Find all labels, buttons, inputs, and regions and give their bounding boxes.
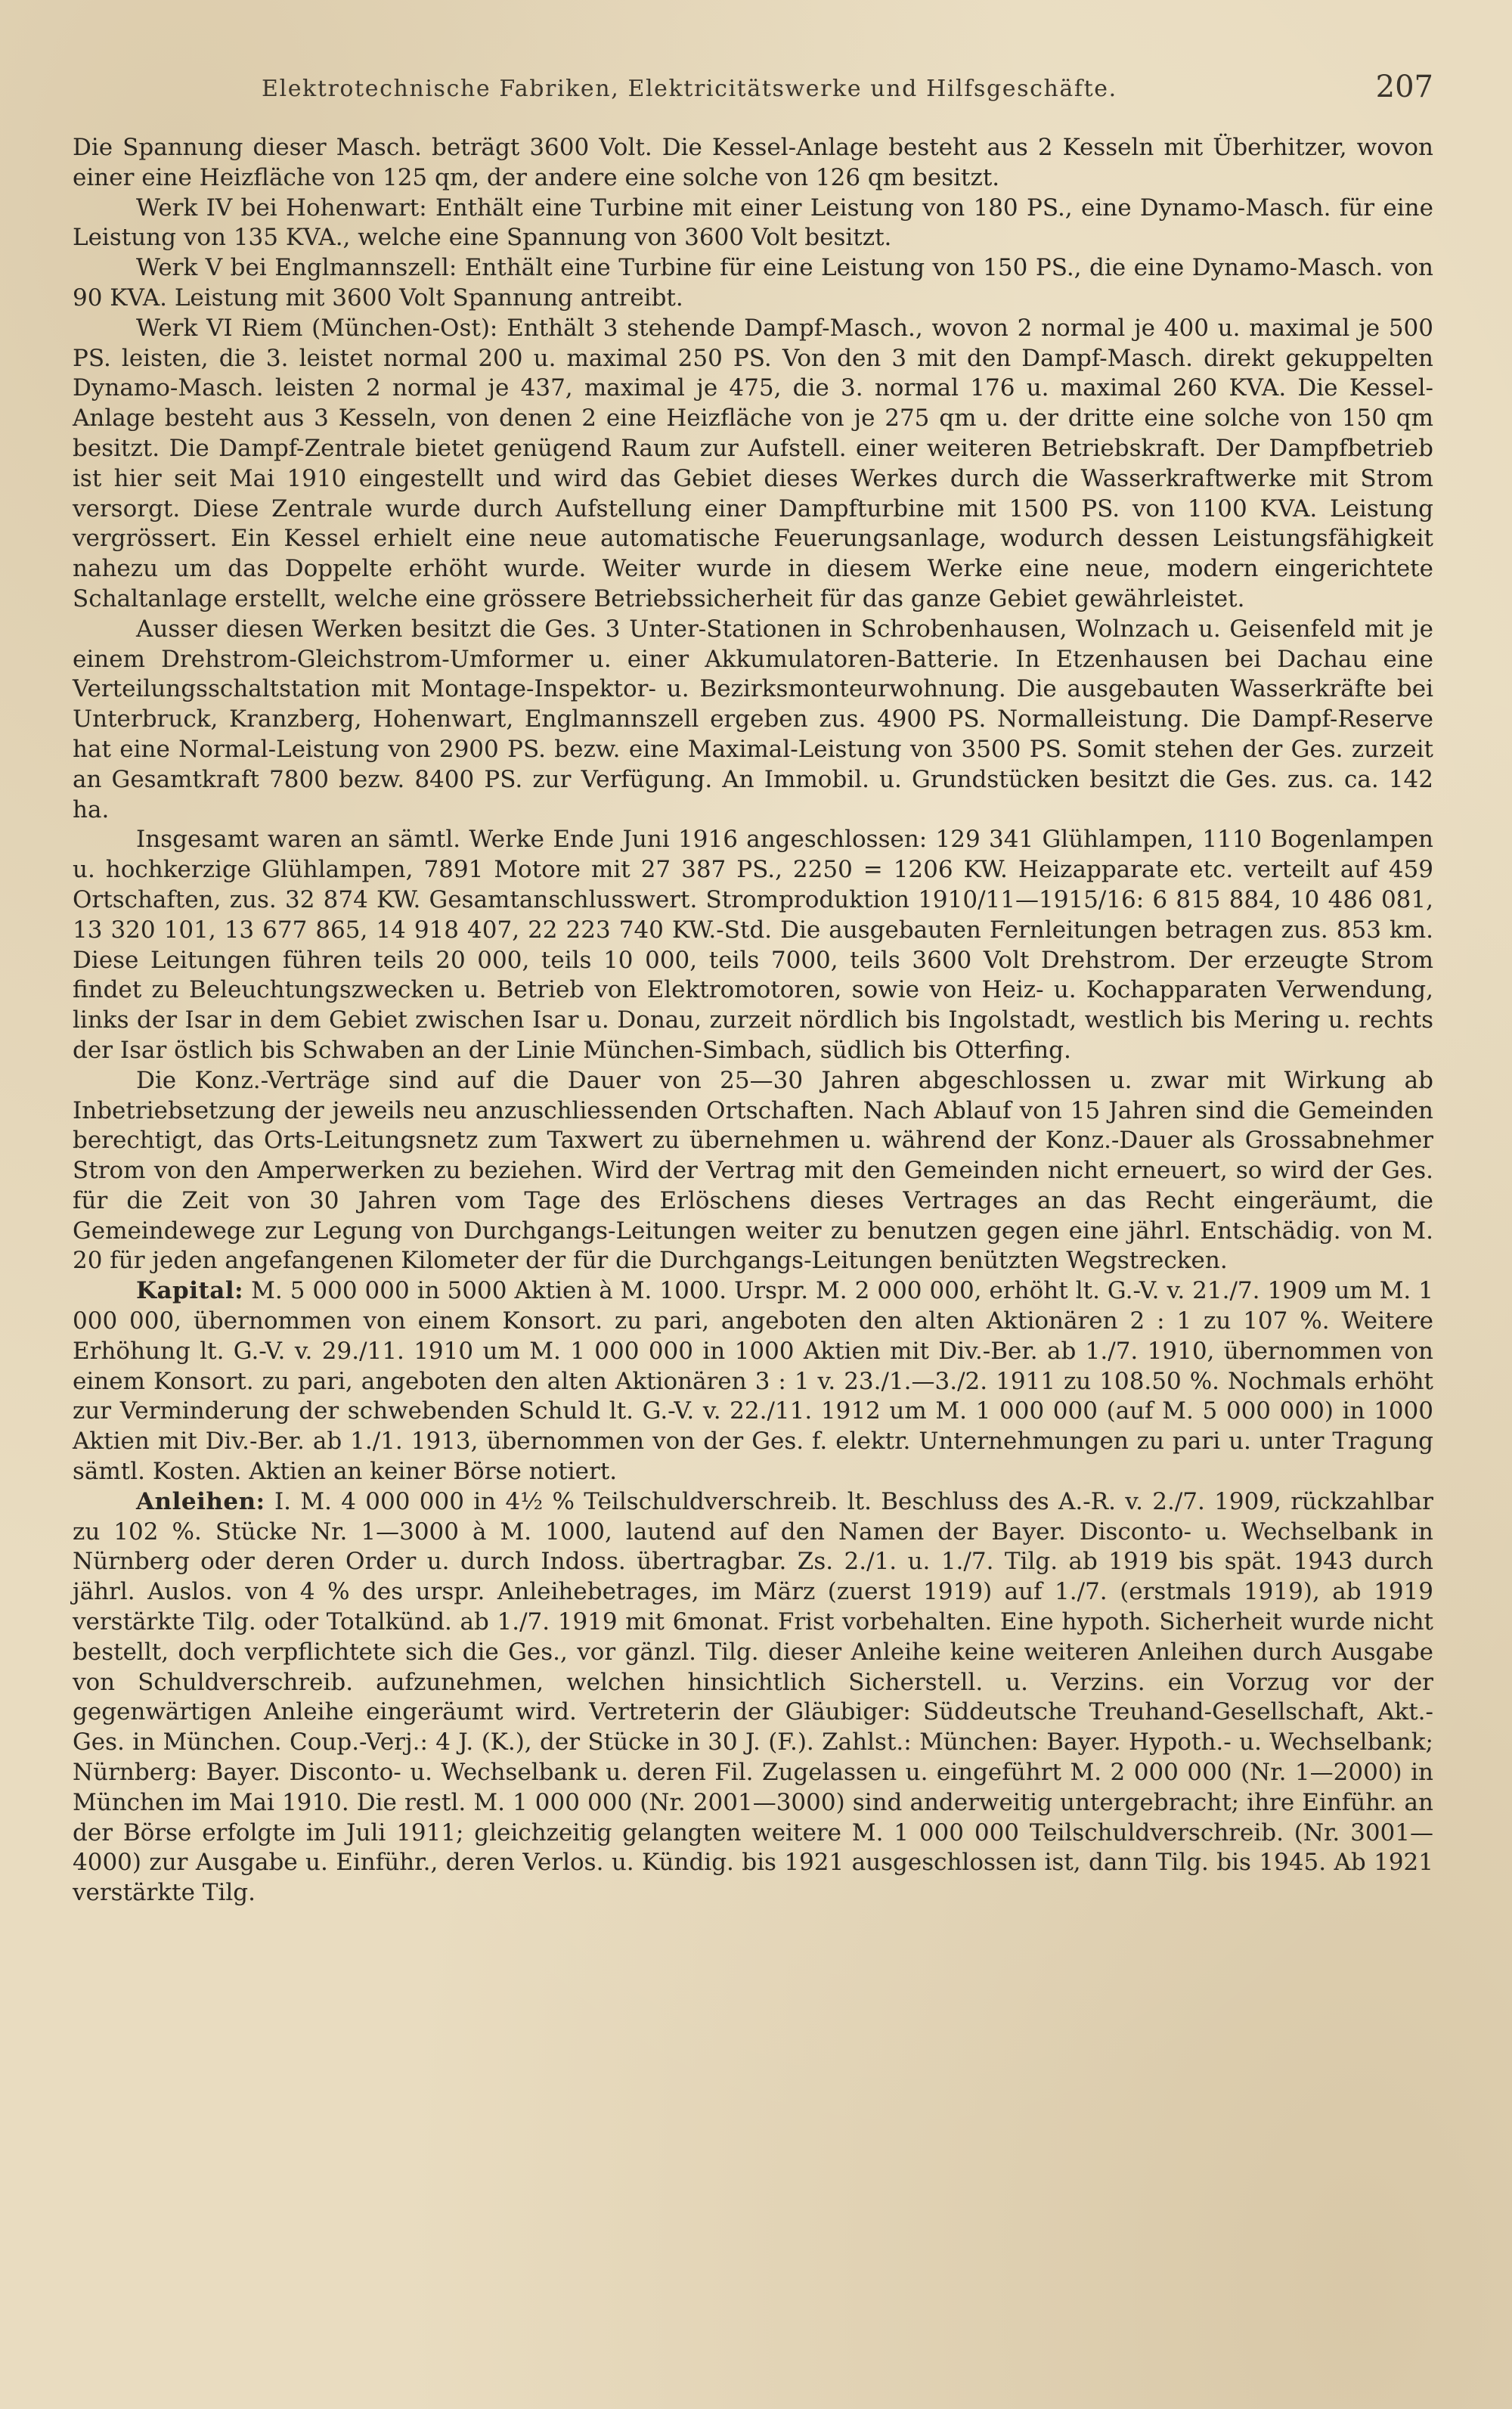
section-heading: Anleihen: (136, 1487, 265, 1515)
section-heading: Kapital: (136, 1277, 244, 1305)
page-number: 207 (1375, 70, 1433, 104)
paragraph: Werk VI Riem (München-Ost): Enthält 3 stehende Dampf-Masch., wovon 2 normal je 400 u. maximal je 500 PS. leisten, die 3. leistet normal 200 u. maximal 250 PS. Von den 3 mit den Dampf-Masch. direkt gekuppelten Dynamo-Masch. leisten 2 normal je 437, maximal je 475, die 3. normal 176 u. maximal 260 KVA. Die Kessel-Anlage besteht aus 3 Kesseln, von denen 2 eine Heizfläche von je 275 qm u. der dritte eine solche von 150 qm besitzt. Die Dampf-Zentrale bietet genügend Raum zur Aufstell. einer weiteren Betriebskraft. Der Dampfbetrieb ist hier seit Mai 1910 eingestellt und wird das Gebiet dieses Werkes durch die Wasserkraftwerke mit Strom versorgt. Diese Zentrale wurde durch Aufstellung einer Dampfturbine mit 1500 PS. von 1100 KVA. Leistung vergrössert. Ein Kessel erhielt eine neue automatische Feuerungsanlage, wodurch dessen Leistungsfähigkeit nahezu um das Doppelte erhöht wurde. Weiter wurde in diesem Werke eine neue, modern eingerichtete Schaltanlage erstellt, welche eine grössere Betriebssicherheit für das ganze Gebiet gewährleistet. (73, 314, 1433, 612)
paragraph: Werk V bei Englmannszell: Enthält eine Turbine für eine Leistung von 150 PS., die eine Dynamo-Masch. von 90 KVA. Leistung mit 3600 Volt Spannung antreibt. (73, 254, 1433, 312)
paragraph: Werk IV bei Hohenwart: Enthält eine Turbine mit einer Leistung von 180 PS., eine Dynamo-Masch. für eine Leistung von 135 KVA., welche eine Spannung von 3600 Volt besitzt. (73, 194, 1433, 252)
paragraph: Ausser diesen Werken besitzt die Ges. 3 Unter-Stationen in Schrobenhausen, Wolnzach u. Geisenfeld mit je einem Drehstrom-Gleichstrom-Umformer u. einer Akkumulatoren-Batterie. In Etzenhausen bei Dachau eine Verteilungsschaltstation mit Montage-Inspektor- u. Bezirksmonteurwohnung. Die ausgebauten Wasserkräfte bei Unterbruck, Kranzberg, Hohenwart, Englmannszell ergeben zus. 4900 PS. Normalleistung. Die Dampf-Reserve hat eine Normal-Leistung von 2900 PS. bezw. eine Maximal-Leistung von 3500 PS. Somit stehen der Ges. zurzeit an Gesamtkraft 7800 bezw. 8400 PS. zur Verfügung. An Immobil. u. Grundstücken besitzt die Ges. zus. ca. 142 ha. (73, 615, 1433, 823)
section-anleihen (73, 1487, 1433, 1908)
paragraph: Die Spannung dieser Masch. beträgt 3600 Volt. Die Kessel-Anlage besteht aus 2 Kesseln mit Überhitzer, wovon einer eine Heizfläche von 125 qm, der andere eine solche von 126 qm besitzt. (73, 134, 1433, 191)
paragraph: Insgesamt waren an sämtl. Werke Ende Juni 1916 angeschlossen: 129 341 Glühlampen, 1110 Bogenlampen u. hochkerzige Glühlampen, 7891 Motore mit 27 387 PS., 2250 = 1206 KW. Heizapparate etc. verteilt auf 459 Ortschaften, zus. 32 874 KW. Gesamtanschlusswert. Stromproduktion 1910/11—1915/16: 6 815 884, 10 486 081, 13 320 101, 13 677 865, 14 918 407, 22 223 740 KW.-Std. Die ausgebauten Fernleitungen betragen zus. 853 km. Diese Leitungen führen teils 20 000, teils 10 000, teils 7000, teils 3600 Volt Drehstrom. Der erzeugte Strom findet zu Beleuchtungszwecken u. Betrieb von Elektromotoren, sowie von Heiz- u. Kochapparaten Verwendung, links der Isar in dem Gebiet zwischen Isar u. Donau, zurzeit nördlich bis Ingolstadt, westlich bis Mering u. rechts der Isar östlich bis Schwaben an der Linie München-Simbach, südlich bis Otterfing. (73, 826, 1433, 1064)
document-page (73, 70, 1434, 1908)
section-text: I. M. 4 000 000 in 4½ % Teilschuldverschreib. lt. Beschluss des A.-R. v. 2./7. 1909, rückzahlbar zu 102 %. Stücke Nr. 1—3000 à M. 1000, lautend auf den Namen der Bayer. Disconto- u. Wechselbank in Nürnberg oder deren Order u. durch Indoss. übertragbar. Zs. 2./1. u. 1./7. Tilg. ab 1919 bis spät. 1943 durch jährl. Auslos. von 4 % des urspr. Anleihebetrages, im März (zuerst 1919) auf 1./7. (erstmals 1919), ab 1919 verstärkte Tilg. oder Totalkünd. ab 1./7. 1919 mit 6monat. Frist vorbehalten. Eine hypoth. Sicherheit wurde nicht bestellt, doch verpflichtete sich die Ges., vor gänzl. Tilg. dieser Anleihe keine weiteren Anleihen durch Ausgabe von Schuldverschreib. aufzunehmen, welchen hinsichtlich Sicherstell. u. Verzins. ein Vorzug vor der gegenwärtigen Anleihe eingeräumt wird. Vertreterin der Gläubiger: Süddeutsche Treuhand-Gesellschaft, Akt.-Ges. in München. Coup.-Verj.: 4 J. (K.), der Stücke in 30 J. (F.). Zahlst.: München: Bayer. Hypoth.- u. Wechselbank; Nürnberg: Bayer. Disconto- u. Wechselbank u. deren Fil. Zugelassen u. eingeführt M. 2 000 000 (Nr. 1—2000) in München im Mai 1910. Die restl. M. 1 000 000 (Nr. 2001—3000) sind anderweitig untergebracht; ihre Einführ. an der Börse erfolgte im Juli 1911; gleichzeitig gelangten weitere M. 1 000 000 Teilschuldverschreib. (Nr. 3001—4000) zur Ausgabe u. Einführ., deren Verlos. u. Kündig. bis 1921 ausgeschlossen ist, dann Tilg. bis 1945. Ab 1921 verstärkte Tilg. (73, 1487, 1433, 1907)
section-kapital (73, 1276, 1433, 1487)
running-header (73, 70, 1433, 118)
body-text (73, 133, 1433, 1908)
section-text: M. 5 000 000 in 5000 Aktien à M. 1000. Urspr. M. 2 000 000, erhöht lt. G.-V. v. 21./7. 1909 um M. 1 000 000, übernommen von einem Konsort. zu pari, angeboten den alten Aktionären 2 : 1 zu 107 %. Weitere Erhöhung lt. G.-V. v. 29./11. 1910 um M. 1 000 000 in 1000 Aktien mit Div.-Ber. ab 1./7. 1910, übernommen von einem Konsort. zu pari, angeboten den alten Aktionären 3 : 1 v. 23./1.—3./2. 1911 zu 108.50 %. Nochmals erhöht zur Verminderung der schwebenden Schuld lt. G.-V. v. 22./11. 1912 um M. 1 000 000 (auf M. 5 000 000) in 1000 Aktien mit Div.-Ber. ab 1./1. 1913, übernommen von der Ges. f. elektr. Unternehmungen zu pari u. unter Tragung sämtl. Kosten. Aktien an keiner Börse notiert. (73, 1277, 1434, 1486)
paragraph: Die Konz.-Verträge sind auf die Dauer von 25—30 Jahren abgeschlossen u. zwar mit Wirkung ab Inbetriebsetzung der jeweils neu anzuschliessenden Ortschaften. Nach Ablauf von 15 Jahren sind die Gemeinden berechtigt, das Orts-Leitungsnetz zum Taxwert zu übernehmen u. während der Konz.-Dauer als Grossabnehmer Strom von den Amperwerken zu beziehen. Wird der Vertrag mit den Gemeinden nicht erneuert, so wird der Ges. für die Zeit von 30 Jahren vom Tage des Erlöschens dieses Vertrages an das Recht eingeräumt, die Gemeindewege zur Legung von Durchgangs-Leitungen weiter zu benutzen gegen eine jährl. Entschädig. von M. 20 für jeden angefangenen Kilometer der für die Durchgangs-Leitungen benützten Wegstrecken. (73, 1066, 1433, 1275)
running-title: Elektrotechnische Fabriken, Elektricitätswerke und Hilfsgeschäfte. (262, 76, 1117, 102)
